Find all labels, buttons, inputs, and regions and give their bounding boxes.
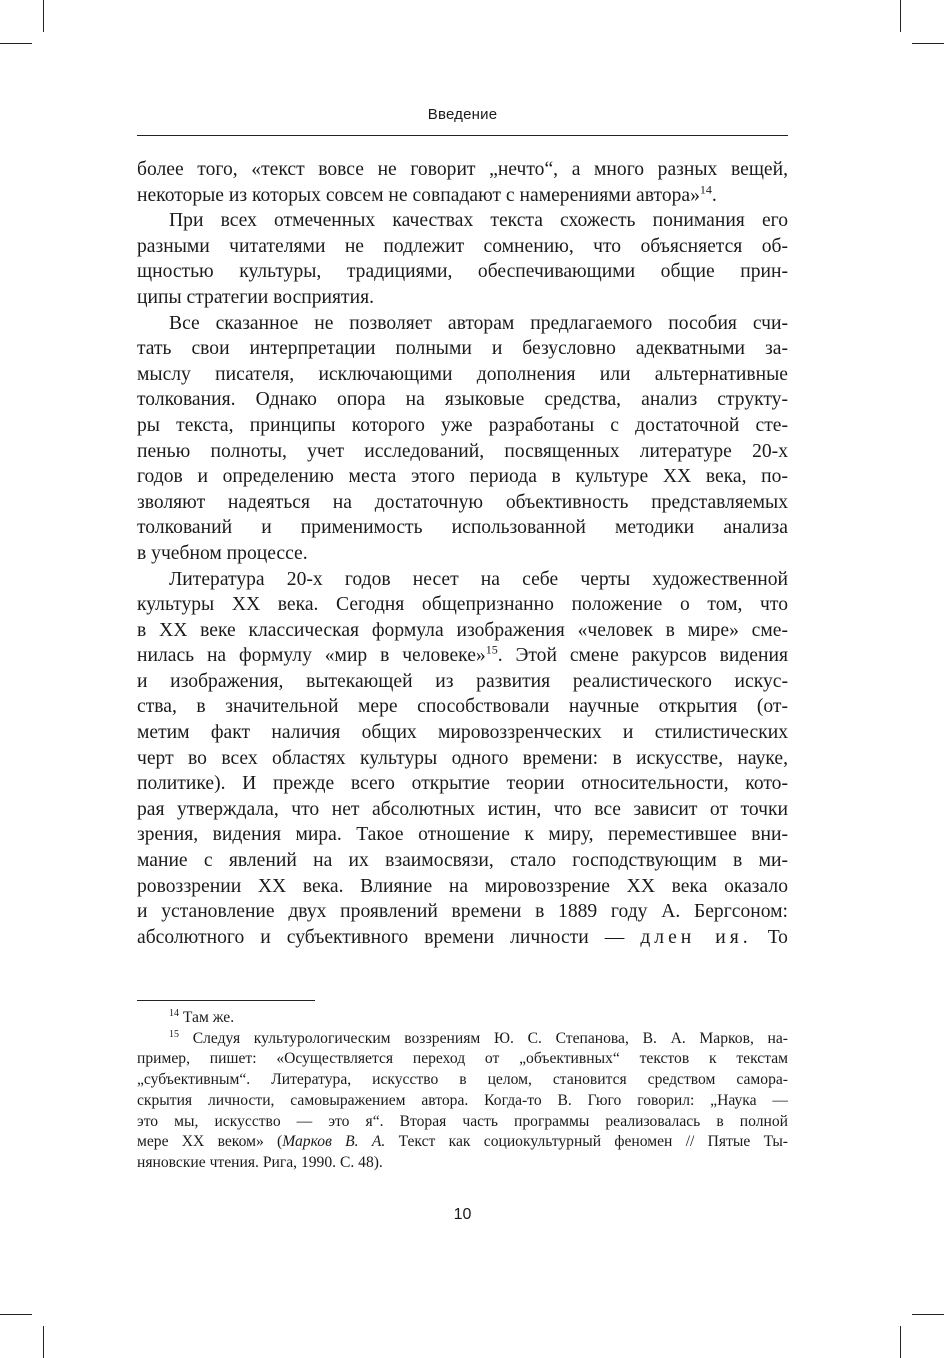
text-line: щностью культуры, традициями, обеспечивающими общие прин- bbox=[137, 261, 788, 283]
text-line: зрения, видения мира. Такое отношение к миру, переместившее вни- bbox=[137, 824, 788, 846]
footnote-line: пример, пишет: «Осуществляется переход от „объективных“ текстов к текстам bbox=[137, 1050, 788, 1068]
crop-mark bbox=[43, 1326, 44, 1358]
footnote-ref[interactable]: 14 bbox=[699, 182, 712, 197]
text-line: ровоззрении XX века. Влияние на мировоззрение XX века оказало bbox=[137, 875, 788, 897]
footnote-line: скрытия личности, самовыражением автора. Когда-то В. Гюго говорил: „Наука — bbox=[137, 1091, 788, 1109]
emphasized-term: длен ия. bbox=[640, 926, 752, 948]
text-line: ства, в значительной мере способствовали научные открытия (от- bbox=[137, 696, 788, 718]
text-line: ры текста, принципы которого уже разработаны с достаточной сте- bbox=[137, 414, 788, 436]
text-run: . Этой смене ракурсов видения bbox=[497, 645, 788, 667]
footnote-14 bbox=[137, 1008, 788, 1029]
text-line: толкования. Однако опора на языковые средства, анализ структу- bbox=[137, 389, 788, 411]
footnote-line: это мы, искусство — это я“. Вторая часть программы реализовалась в полной bbox=[137, 1112, 788, 1130]
header-rule bbox=[137, 135, 788, 136]
text-line: культуры XX века. Сегодня общепризнанно положение о том, что bbox=[137, 594, 788, 616]
text-line: Литература 20-х годов несет на себе черты художественной bbox=[169, 568, 788, 590]
text-line: в XX веке классическая формула изображения «человек в мире» сме- bbox=[137, 619, 788, 641]
text-line: толкований и применимость использованной методики анализа bbox=[137, 517, 788, 539]
text-run: мере XX веком» ( bbox=[137, 1133, 283, 1151]
text-line: мыслу писателя, исключающими дополнения или альтернативные bbox=[137, 363, 788, 385]
main-text bbox=[137, 157, 788, 950]
footnote-text: Следуя культурологическим воззрениям Ю. С. Степанова, В. А. Марков, на- bbox=[192, 1029, 788, 1047]
crop-mark bbox=[912, 1314, 944, 1315]
crop-mark bbox=[0, 43, 32, 44]
text-line: При всех отмеченных качествах текста схожесть понимания его bbox=[169, 210, 788, 232]
text-line: тать свои интерпретации полными и безусловно адекватными за- bbox=[137, 338, 788, 360]
crop-mark bbox=[912, 43, 944, 44]
text-run: абсолютного и субъективного времени личности — bbox=[137, 926, 625, 948]
text-line: ципы стратегии восприятия. bbox=[137, 286, 375, 308]
footnote-number: 14 bbox=[169, 1007, 179, 1019]
footnote-line: „субъективным“. Литература, искусство в целом, становится средством самора- bbox=[137, 1071, 788, 1089]
text-line: некоторые из которых совсем не совпадают с намерениями автора»$^{14}$. bbox=[137, 182, 717, 206]
text-line: рая утверждала, что нет абсолютных истин, что все зависит от точки bbox=[137, 798, 788, 820]
crop-mark bbox=[43, 0, 44, 32]
text-line bbox=[137, 925, 788, 951]
text-run: нилась на формулу «мир в человеке» bbox=[137, 645, 486, 667]
text-line: более того, «текст вовсе не говорит „нечто“, а много разных вещей, bbox=[137, 159, 788, 180]
page-number: 10 bbox=[453, 1206, 472, 1223]
text-line: зволяют надеяться на достаточную объективность представляемых bbox=[137, 491, 788, 513]
text-run: некоторые из которых совсем не совпадают с намерениями автора» bbox=[137, 184, 700, 206]
text-line: и изображения, вытекающей из развития реалистического искус- bbox=[137, 670, 788, 692]
text-line: черт во всех областях культуры одного времени: в искусстве, науке, bbox=[137, 747, 788, 769]
text-line: разными читателями не подлежит сомнению, что объясняется об- bbox=[137, 235, 788, 257]
text-line: в учебном процессе. bbox=[137, 542, 308, 564]
footnotes bbox=[137, 1008, 788, 1174]
footnote-line bbox=[137, 1008, 788, 1029]
footnote-ref[interactable]: 15 bbox=[485, 642, 498, 657]
text-line: пенью полноты, учет исследований, посвященных литературе 20-х bbox=[137, 440, 788, 462]
footnote-line bbox=[137, 1132, 788, 1153]
running-head: Введение bbox=[427, 106, 498, 123]
text-line: годов и определению места этого периода в культуре XX века, по- bbox=[137, 466, 788, 488]
text-line: политике). И прежде всего открытие теории относительности, кото- bbox=[137, 773, 788, 795]
text-run: То bbox=[767, 926, 788, 948]
paragraph-2 bbox=[137, 208, 788, 310]
footnote-number: 15 bbox=[169, 1028, 179, 1040]
crop-mark bbox=[0, 1314, 32, 1315]
footnote-rule bbox=[137, 1000, 315, 1001]
text-line: и установление двух проявлений времени в 1889 году А. Бергсоном: bbox=[137, 901, 788, 923]
footnote-text: Там же. bbox=[182, 1009, 235, 1026]
text-line: мание с явлений на их взаимосвязи, стало господствующим в ми- bbox=[137, 850, 788, 872]
cited-author: Марков В. А. bbox=[282, 1133, 386, 1151]
paragraph-1 bbox=[137, 157, 788, 208]
footnote-line bbox=[137, 1029, 788, 1050]
footnote-15 bbox=[137, 1029, 788, 1174]
text-line: метим факт наличия общих мировоззренческих и стилистических bbox=[137, 722, 788, 744]
footnote-line: няновские чтения. Рига, 1990. С. 48). bbox=[137, 1153, 383, 1171]
paragraph-3 bbox=[137, 311, 788, 567]
crop-mark bbox=[900, 0, 901, 32]
text-line bbox=[137, 643, 788, 669]
crop-mark bbox=[900, 1326, 901, 1358]
text-run: Текст как социокультурный феномен // Пятые Ты- bbox=[385, 1133, 788, 1151]
paragraph-4 bbox=[137, 567, 788, 951]
text-line: Все сказанное не позволяет авторам предлагаемого пособия счи- bbox=[169, 312, 788, 334]
